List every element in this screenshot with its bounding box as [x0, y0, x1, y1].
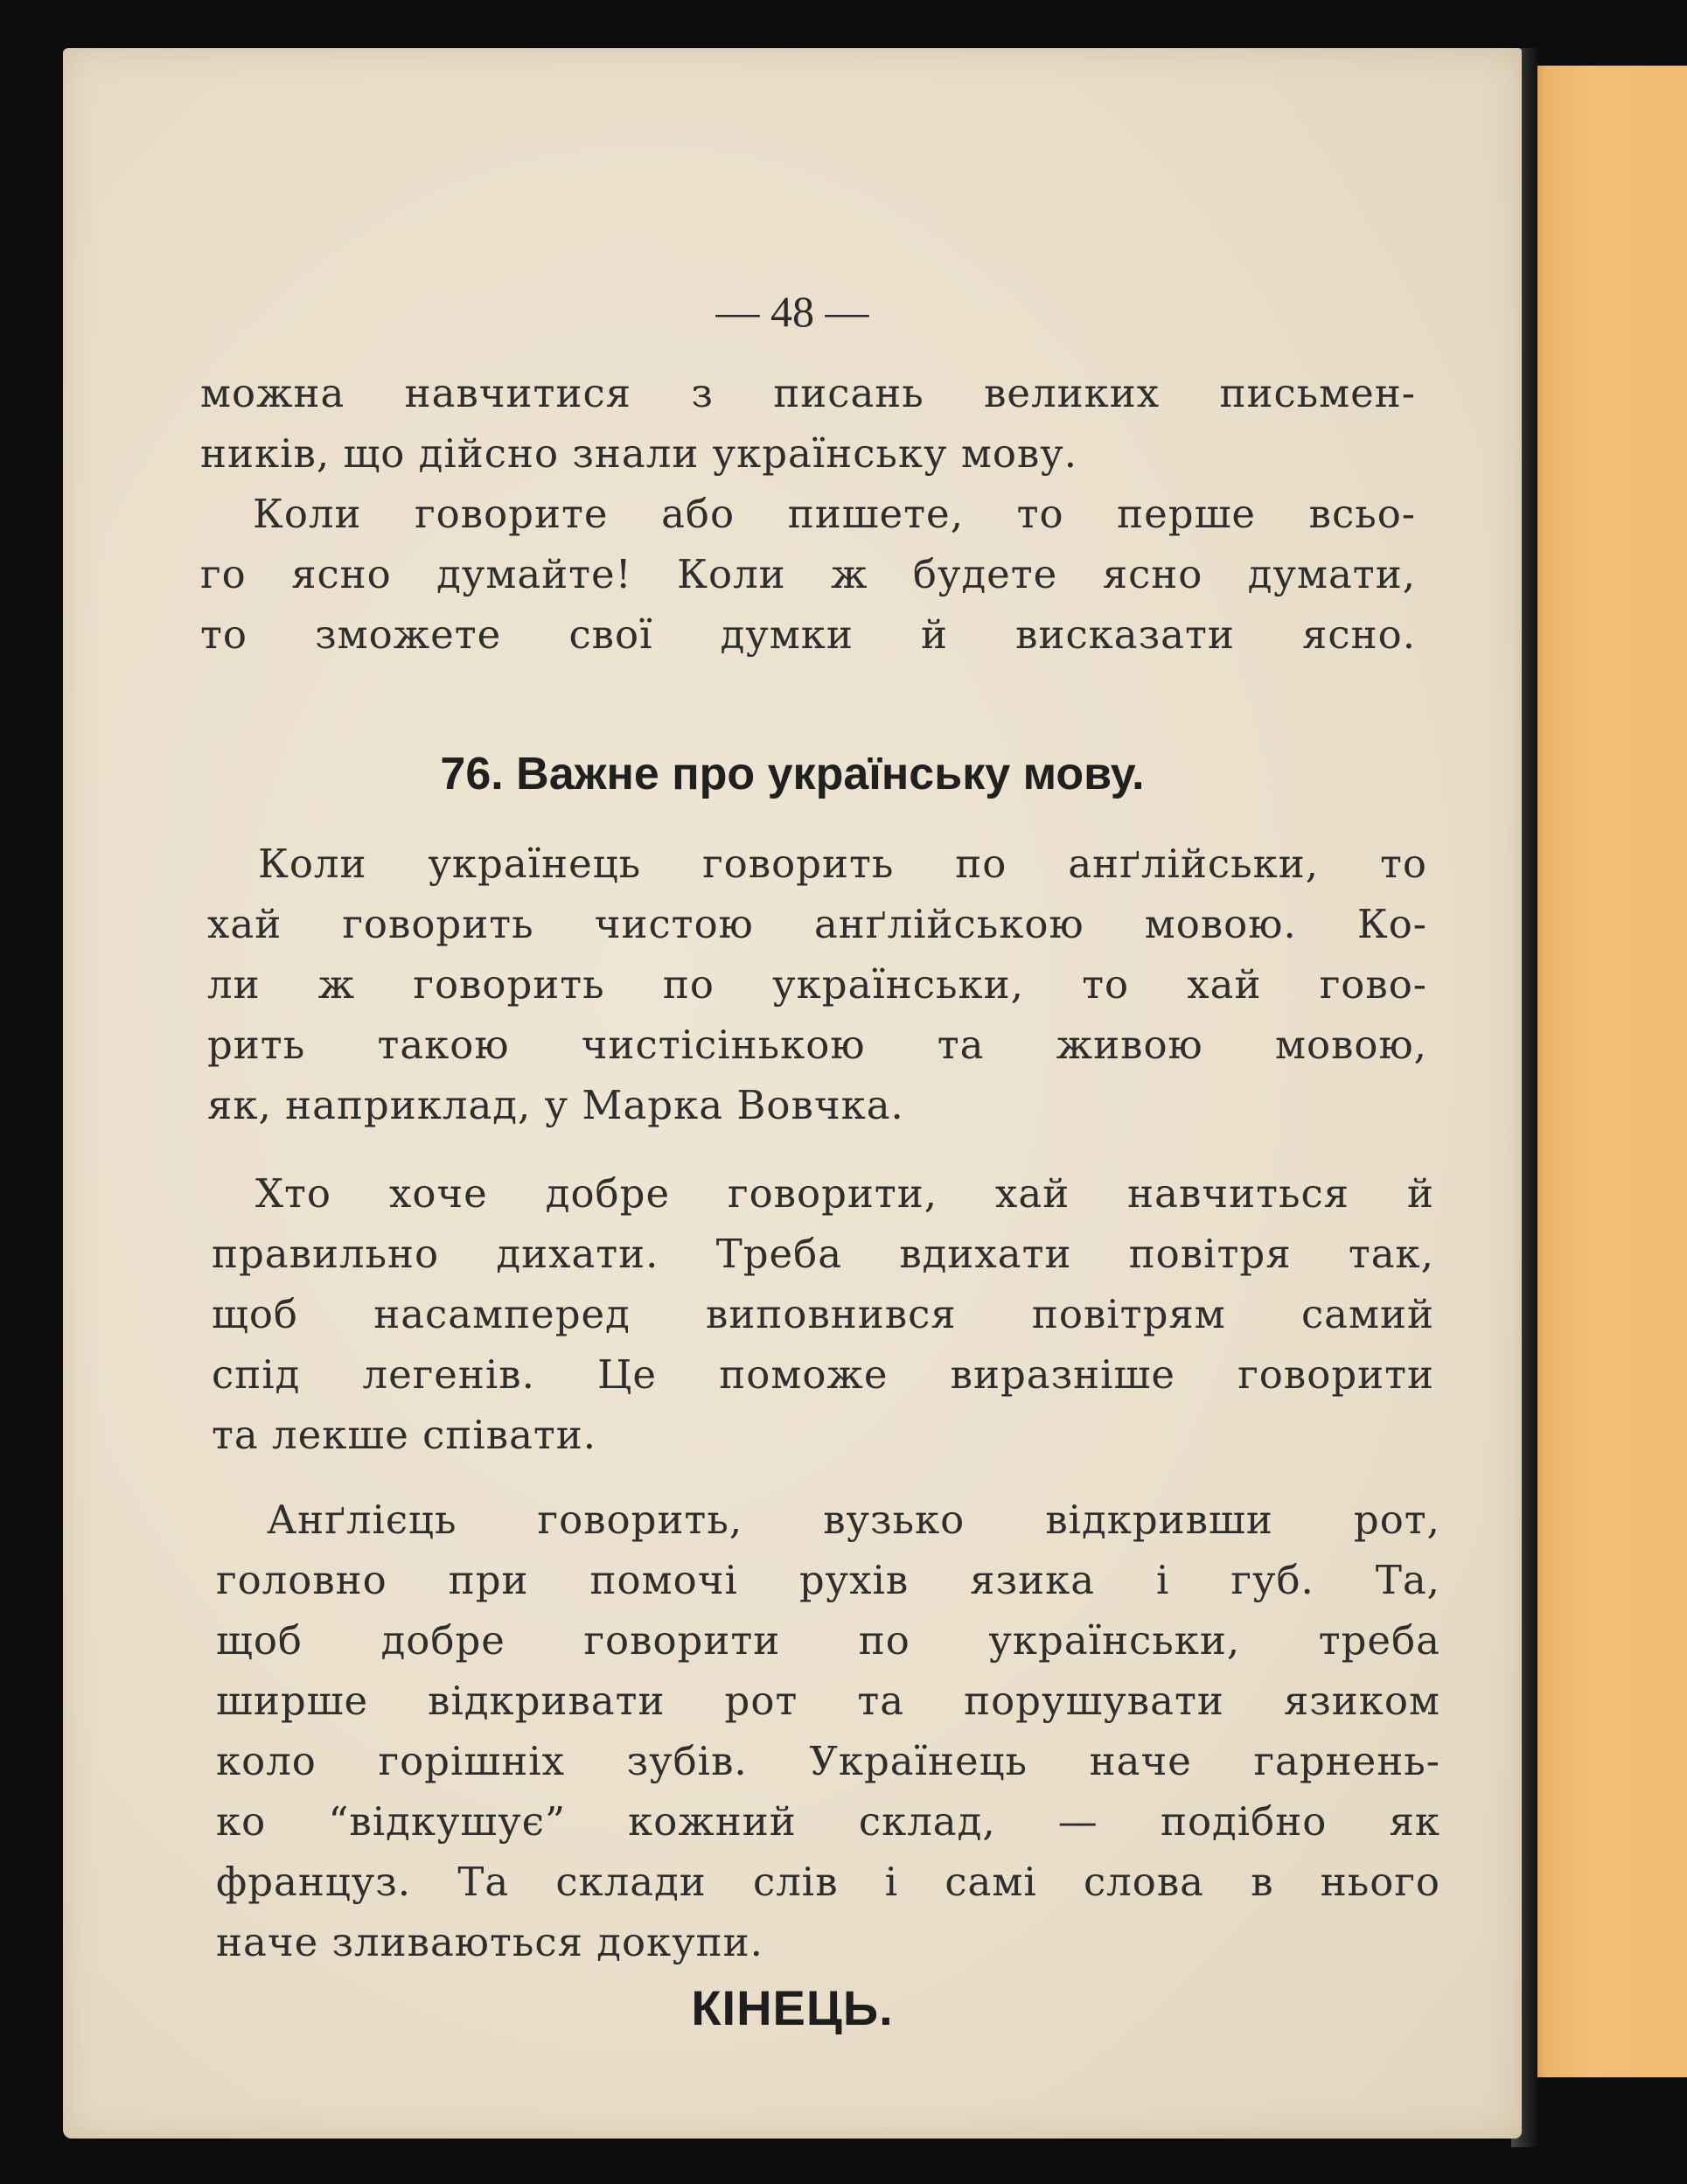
paragraph-think-clearly — [200, 484, 1416, 665]
paragraph-mouth-articulation — [216, 1490, 1440, 1972]
text-line: ко “відкушує” кожний склад, — подібно як — [216, 1798, 1440, 1845]
paragraph-english-speech — [207, 834, 1427, 1135]
text-line: як, наприклад, у Марка Вовчка. — [207, 1082, 904, 1128]
endpaper — [1526, 66, 1687, 2077]
intro-paragraph — [200, 363, 1416, 484]
paragraph-breathing — [212, 1163, 1434, 1465]
text-line: Коли українець говорить по анґлійськи, то — [258, 841, 1427, 887]
text-line: Хто хоче добре говорити, хай навчиться й — [255, 1170, 1434, 1217]
text-line: то зможете свої думки й висказати ясно. — [200, 611, 1416, 658]
text-line: правильно дихати. Треба вдихати повітря так, — [212, 1231, 1434, 1277]
text-line: та лекше співати. — [212, 1412, 597, 1458]
text-line: коло горішніх зубів. Українець наче гарнень- — [216, 1738, 1440, 1784]
text-line: Анґлієць говорить, вузько відкривши рот, — [267, 1497, 1440, 1543]
text-line: головно при помочі рухів язика і губ. Та, — [216, 1557, 1440, 1603]
text-line: щоб насамперед виповнився повітрям самий — [212, 1291, 1434, 1337]
the-end-label: КІНЕЦЬ. — [691, 1980, 894, 2035]
text-line: спід легенів. Це поможе виразніше говорити — [212, 1351, 1434, 1398]
text-line: ників, що дійсно знали українську мову. — [200, 430, 1078, 477]
text-line: хай говорить чистою анґлійською мовою. Ко- — [207, 901, 1427, 947]
text-line: ширше відкривати рот та порушувати язиком — [216, 1678, 1440, 1724]
text-line: француз. Та склади слів і самі слова в нього — [216, 1859, 1440, 1905]
text-line: Коли говорите або пишете, то перше всьо- — [253, 491, 1416, 537]
text-line: рить такою чистісінькою та живою мовою, — [207, 1022, 1427, 1068]
text-line: можна навчитися з писань великих письмен- — [200, 370, 1416, 416]
book-page — [63, 48, 1522, 2139]
text-line: щоб добре говорити по українськи, треба — [216, 1617, 1440, 1664]
text-line: го ясно думайте! Коли ж будете ясно думати, — [200, 551, 1416, 597]
text-line: ли ж говорить по українськи, то хай гово- — [207, 961, 1427, 1008]
section-heading: 76. Важне про українську мову. — [440, 749, 1145, 799]
page-number: — 48 — — [715, 287, 869, 336]
text-line: наче зливаються докупи. — [216, 1919, 763, 1965]
